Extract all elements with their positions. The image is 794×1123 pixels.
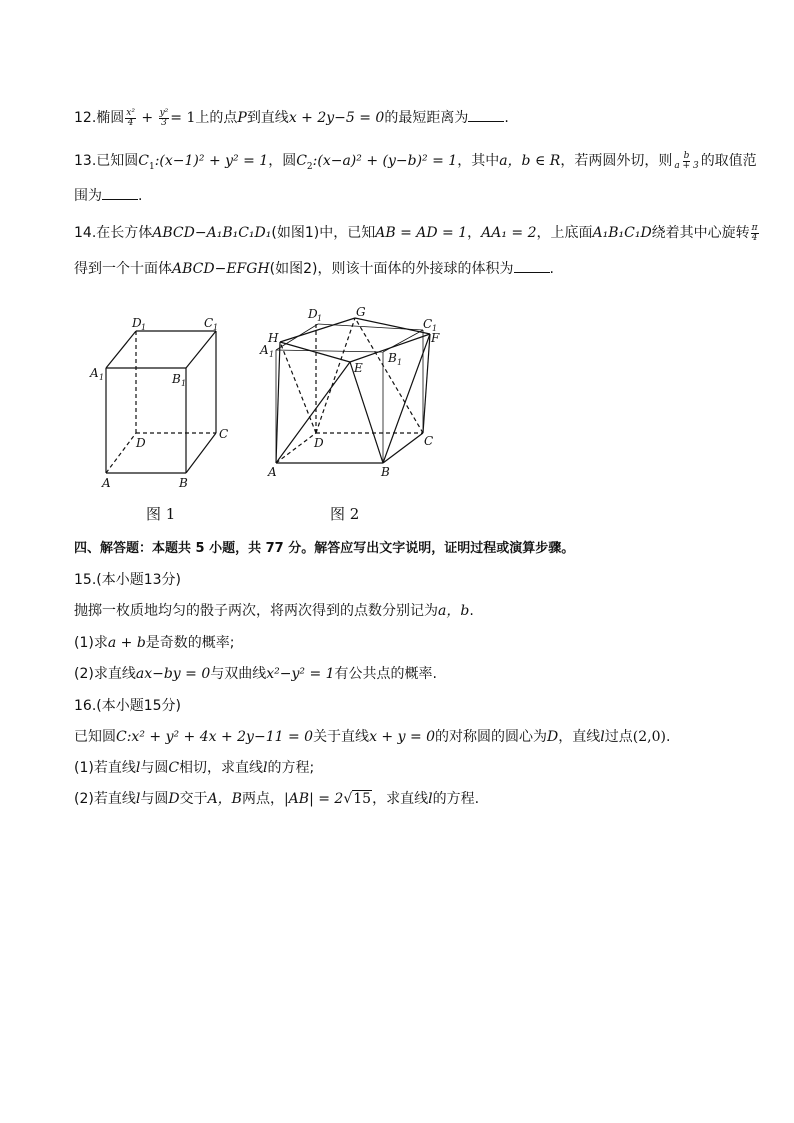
fig2-sub-B1: 1 (397, 358, 403, 367)
fig1-label-B: B (179, 476, 188, 490)
q16-p2-root: 15 (353, 791, 372, 807)
q13-c1-eq: :(x−1)² + y² = 1 (154, 153, 269, 169)
fig2-label-B: B (381, 465, 390, 479)
fig2-label-D1: D (308, 307, 318, 321)
q16-p2-b: 与圆 (140, 791, 169, 807)
q16-point: (2,0) (632, 729, 666, 745)
q15-part1 (74, 633, 235, 653)
q13-text3: ，其中 (457, 153, 500, 169)
q15-p2-b: 与双曲线 (210, 666, 267, 682)
q16-p1-d: 相切，求直线 (179, 760, 264, 776)
q16-center: D (547, 729, 559, 745)
q13-answer-blank (102, 187, 138, 200)
q16-stem-c: 的对称圆的圆心为 (435, 729, 548, 745)
q16-part1 (74, 758, 314, 778)
q15-end: . (469, 603, 474, 619)
q16-sym-line: x + y = 0 (369, 729, 436, 745)
q14-cond1: AB = AD = 1 (375, 225, 468, 241)
q14-line2-b: (如图2)，则该十面体的外接球的体积为 (269, 261, 514, 277)
fig2-label-E: E (354, 361, 363, 375)
q15-p2-hyp: x²−y² = 1 (266, 666, 335, 682)
q14-decahedron: ABCD−EFGH (172, 261, 270, 277)
q16-p2-pts: A，B (207, 791, 242, 807)
figure-2-caption: 图 2 (330, 505, 360, 523)
fig1-label-D1: D (132, 316, 142, 330)
q16-p1-e: 的方程; (267, 760, 315, 776)
q16-stem-a: 已知圆 (74, 729, 116, 745)
q16-p2-c: 交于 (179, 791, 208, 807)
q15-p2-line: ax−by = 0 (135, 666, 211, 682)
q16-p1-l2: l (263, 760, 268, 776)
q16-p2-d: D (168, 791, 180, 807)
sqrt-sign: √ (343, 791, 353, 807)
q13-c2: C (296, 153, 307, 169)
question-14-line2 (74, 259, 554, 279)
fig2-label-G: G (356, 305, 366, 319)
fig1-label-A: A (102, 476, 111, 490)
fig2-label-C: C (424, 434, 434, 448)
fig2-sub-C1: 1 (432, 324, 438, 333)
q13-vars: a，b ∈ R (499, 153, 561, 169)
q16-p1-l: l (135, 760, 141, 776)
question-14 (74, 223, 760, 243)
fig2-sub-D1: 1 (317, 314, 323, 323)
q16-part2 (74, 789, 479, 809)
q14-text: 在长方体 (96, 225, 153, 241)
q13-number: 13. (74, 153, 97, 169)
q16-stem-d: ，直线 (558, 729, 601, 745)
q12-number: 12. (74, 110, 97, 126)
q12-text3: 到直线 (246, 110, 289, 126)
q14-answer-blank (514, 260, 550, 273)
q12-point: P (237, 110, 247, 126)
q15-vars: a，b (438, 603, 470, 619)
figure-2-decahedron (258, 300, 448, 485)
q14-number: 14. (74, 225, 97, 241)
q15-p1-a: (1)求 (74, 635, 108, 651)
fig2-label-H: H (268, 331, 279, 345)
q13-text4: ，若两圆外切，则 (560, 153, 673, 169)
q14-text5: 绕着其中心旋转 (651, 225, 750, 241)
q14-solid: ABCD−A₁B₁C₁D₁ (152, 225, 272, 241)
q13-c2-eq: :(x−a)² + (y−b)² = 1 (312, 153, 458, 169)
fig1-label-D: D (136, 436, 146, 450)
q15-p2-c: 有公共点的概率. (334, 666, 437, 682)
fig1-label-C1: C (204, 316, 214, 330)
q13-text2: ，圆 (268, 153, 297, 169)
q13-text: 已知圆 (96, 153, 139, 169)
q14-text4: ，上底面 (536, 225, 593, 241)
q15-header: 15.(本小题13分) (74, 572, 182, 588)
q15-part2 (74, 664, 437, 684)
q16-p2-ab: |AB| = 2 (283, 791, 344, 807)
section-4-title: 四、解答题：本题共 5 小题，共 77 分。解答应写出文字说明，证明过程或演算步骤。 (74, 541, 575, 556)
q16-stem-e: 过点 (604, 729, 633, 745)
fig2-label-D: D (314, 436, 324, 450)
q14-text2: (如图1)中，已知 (271, 225, 376, 241)
q12-text4: 的最短距离为 (384, 110, 469, 126)
q12-answer-blank (468, 109, 504, 122)
q16-p2-a: (2)若直线 (74, 791, 136, 807)
q16-stem-b: 关于直线 (313, 729, 370, 745)
q16-p2-g: 的方程. (432, 791, 480, 807)
q13-c1-sub: 1 (148, 161, 155, 172)
q13-frac: $\frac{b}{a + 3}$ (674, 150, 699, 171)
fig2-sub-A1: 1 (269, 350, 275, 359)
q16-stem (74, 727, 670, 747)
q14-end: . (549, 261, 554, 277)
q16-p2-l: l (135, 791, 141, 807)
q16-l: l (600, 729, 605, 745)
q14-angle: $\frac{\pi}{4}$ (751, 222, 758, 243)
fig1-label-B1: B (172, 372, 181, 386)
fig2-label-A: A (268, 465, 277, 479)
q15-stem-text: 抛掷一枚质地均匀的骰子两次，将两次得到的点数分别记为 (74, 603, 438, 619)
q16-p1-b: 与圆 (140, 760, 169, 776)
q12-text: 椭圆 (96, 110, 125, 126)
q13-c1: C (138, 153, 149, 169)
fig2-label-C1: C (423, 317, 433, 331)
q12-end: . (504, 110, 509, 126)
q13-c2-sub: 2 (306, 161, 313, 172)
q16-p1-c: C (168, 760, 180, 776)
q15-p1-b: 是奇数的概率; (145, 635, 235, 651)
fig1-sub-D1: 1 (141, 323, 147, 332)
fig1-sub-B1: 1 (181, 379, 187, 388)
q16-p2-f: ，求直线 (372, 791, 429, 807)
q16-circle: C:x² + y² + 4x + 2y−11 = 0 (116, 729, 314, 745)
fig2-label-B1: B (388, 351, 397, 365)
q12-frac-x: $\frac{\text{x²}}{4}$ (126, 107, 135, 128)
q16-header: 16.(本小题15分) (74, 698, 182, 714)
q12-rhs: = 1 (170, 110, 196, 126)
q16-end: . (665, 729, 671, 745)
question-13-line2 (74, 186, 142, 206)
fig2-label-A1: A (260, 343, 269, 357)
q13-line2-text: 围为 (74, 188, 102, 204)
q12-frac-y: $\frac{\text{y²}}{3}$ (159, 107, 169, 128)
question-13 (74, 151, 757, 177)
q14-face: A₁B₁C₁D (592, 225, 652, 241)
q16-p2-l2: l (428, 791, 433, 807)
q13-text5: 的取值范 (700, 153, 757, 169)
q15-p2-a: (2)求直线 (74, 666, 136, 682)
fig1-label-A1: A (90, 366, 99, 380)
fig1-sub-A1: 1 (99, 373, 105, 382)
figure-1-cuboid (88, 305, 238, 495)
q13-end: . (138, 188, 143, 204)
question-12: 12.椭圆 $\frac{\text{x²}}{4}$ + $\frac{\text{y²}}{3}$ = 1上的点P到直线x + 2y−5 = 0的最短距离为 . (74, 107, 509, 128)
fig1-label-C: C (219, 427, 229, 441)
q14-line2-a: 得到一个十面体 (74, 261, 172, 277)
q15-p1-expr: a + b (107, 635, 146, 651)
q12-text2: 上的点 (195, 110, 238, 126)
fig2-label-F: F (431, 331, 440, 345)
q14-text3: ， (467, 225, 482, 241)
q14-cond2: AA₁ = 2 (481, 225, 537, 241)
figure-1-caption: 图 1 (146, 505, 176, 523)
fig1-sub-C1: 1 (213, 323, 219, 332)
q16-p1-a: (1)若直线 (74, 760, 136, 776)
q12-line-eq: x + 2y−5 = 0 (288, 110, 385, 126)
q15-stem (74, 601, 474, 621)
q16-p2-e: 两点， (241, 791, 284, 807)
